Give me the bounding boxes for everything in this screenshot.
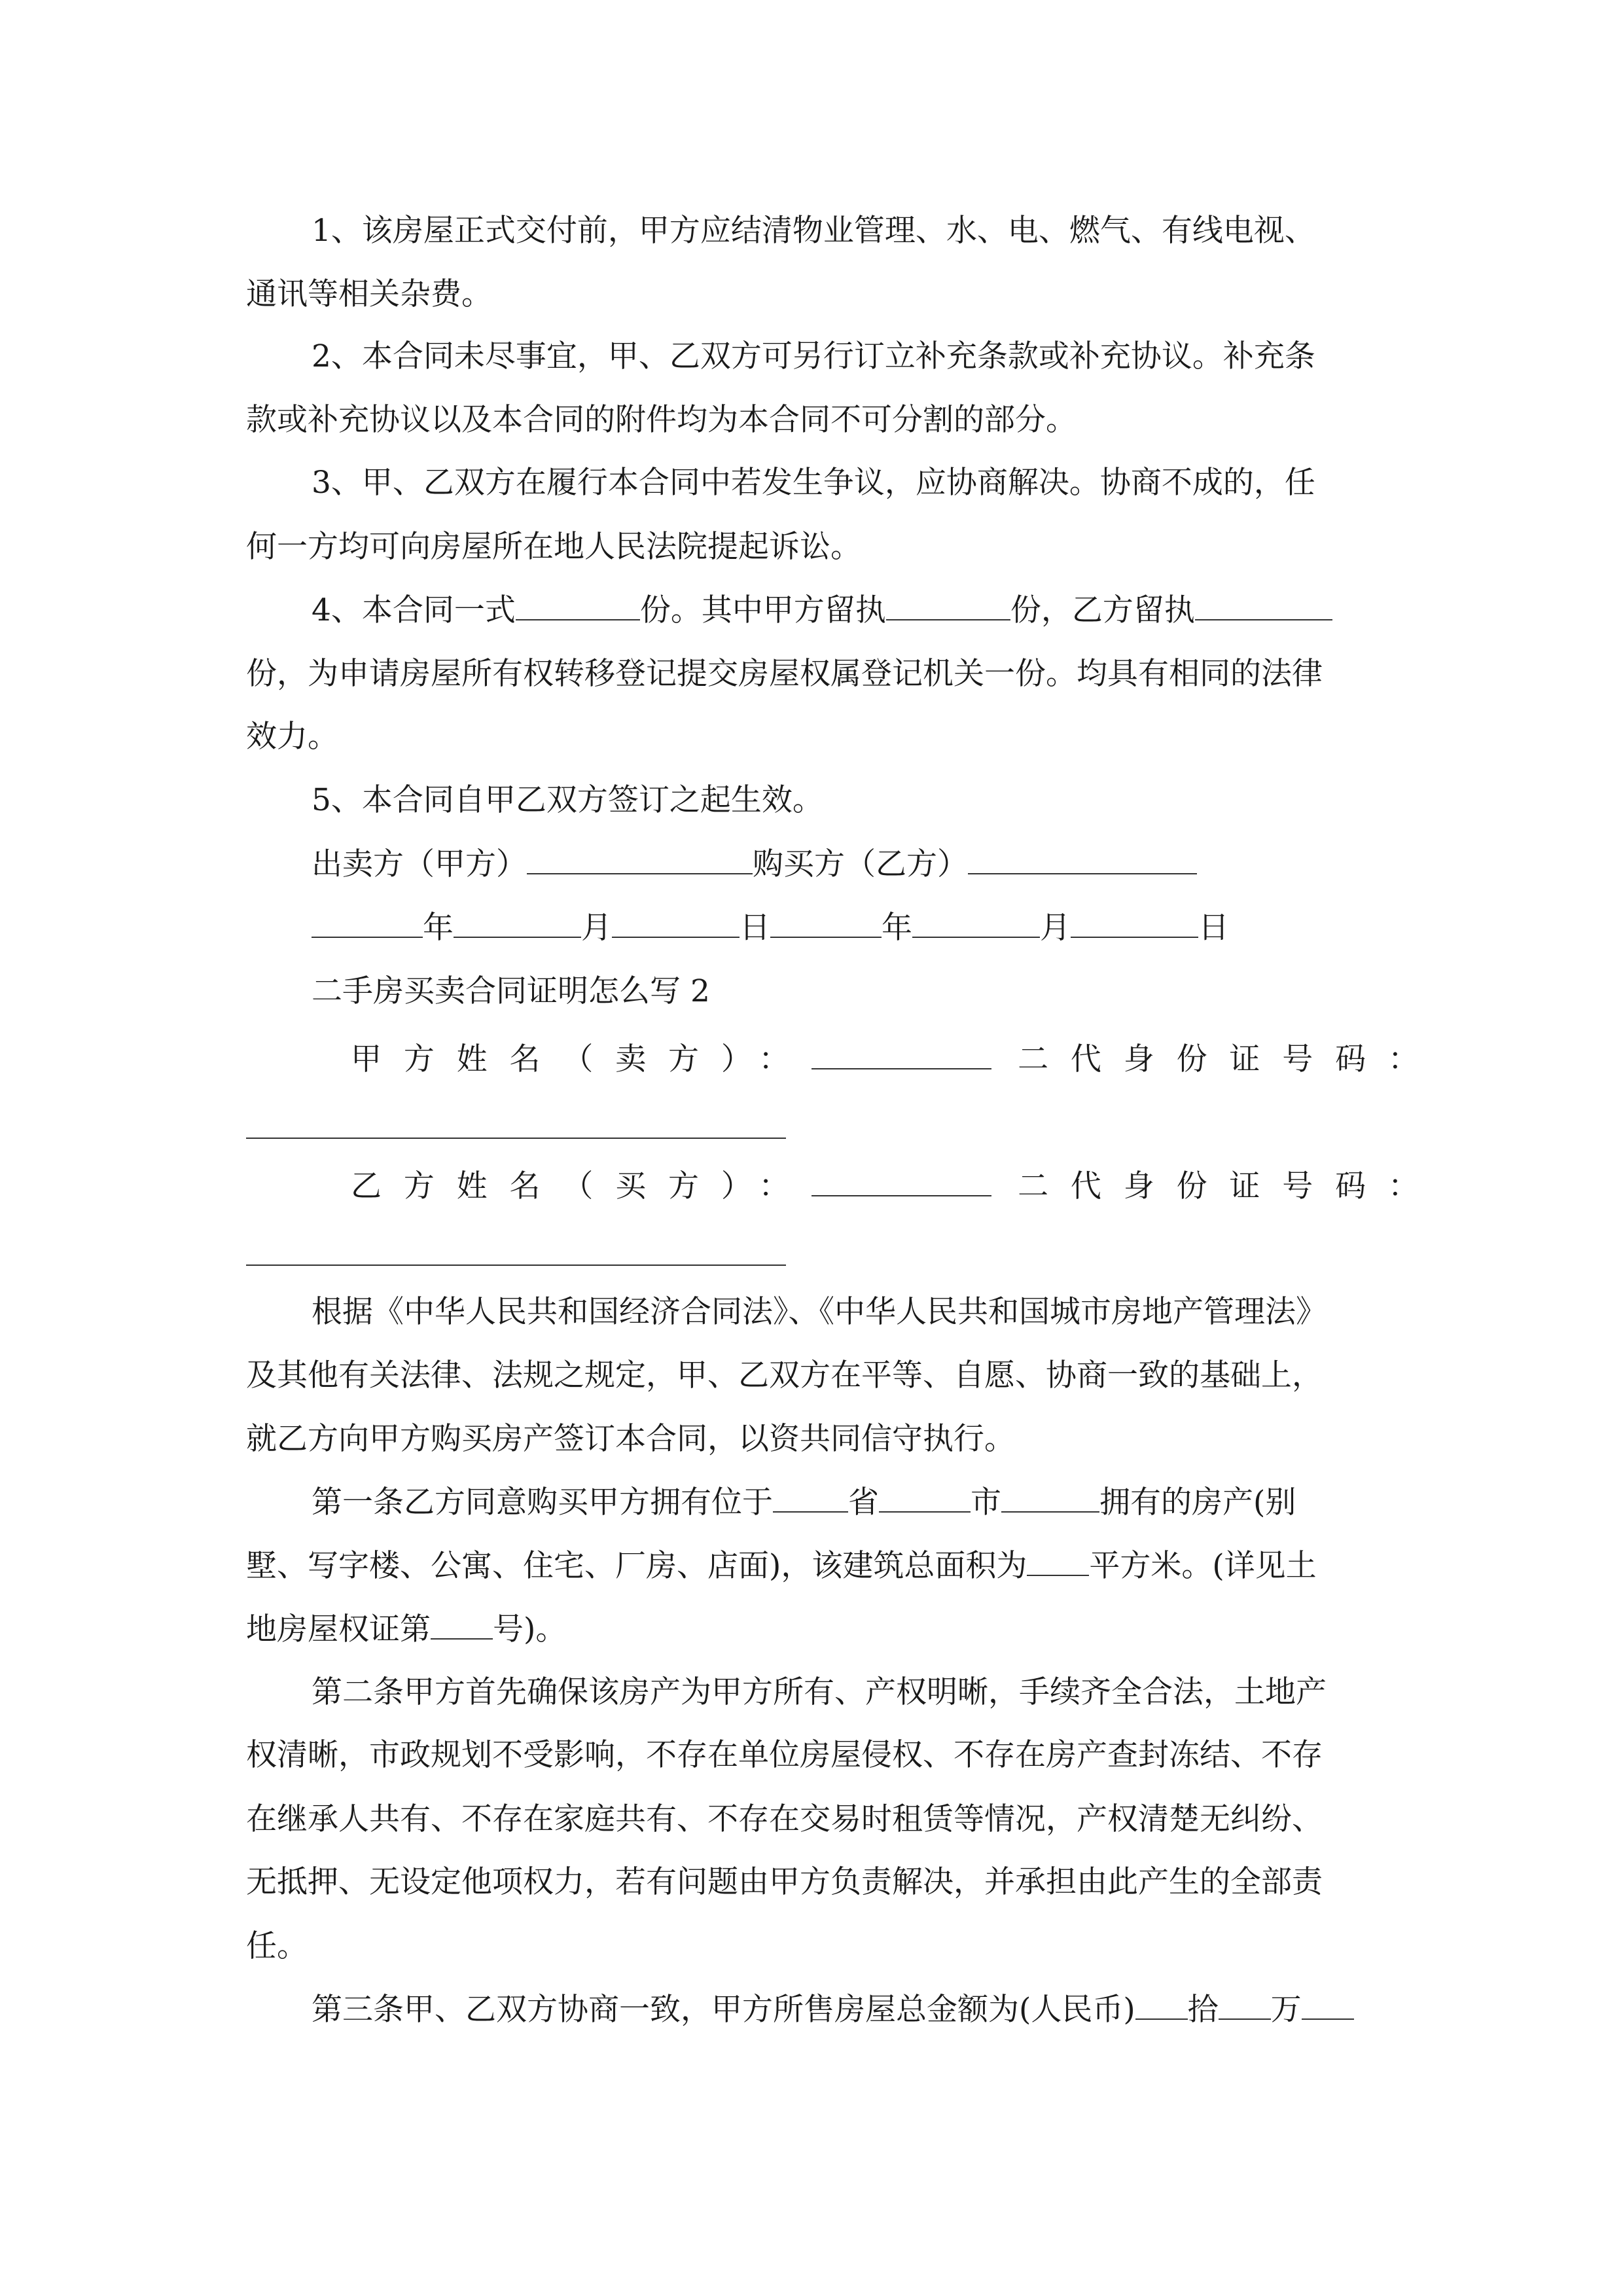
text: 款或补充协议以及本合同的附件均为本合同不可分割的部分。	[246, 402, 1077, 438]
text: 无抵押、无设定他项权力，若有问题由甲方负责解决，并承担由此产生的全部责	[246, 1864, 1323, 1900]
party-b-label: 乙方姓名（买方）：	[351, 1168, 812, 1204]
paragraph-4-line-1	[246, 590, 1444, 630]
text: 日	[1198, 910, 1229, 946]
text: 拥有的房产(别	[1099, 1484, 1296, 1520]
text: 份，乙方留执	[1010, 592, 1195, 628]
party-a-line	[246, 1039, 1483, 1079]
buyer-signature-blank[interactable]	[968, 844, 1197, 874]
text: 份，为申请房屋所有权转移登记提交房屋权属登记机关一份。均具有相同的法律	[246, 656, 1323, 692]
party-b-line	[246, 1166, 1483, 1206]
paragraph-4-line-2	[246, 655, 1378, 694]
buyer-year-blank[interactable]	[770, 908, 882, 938]
seller-day-blank[interactable]	[612, 908, 740, 938]
paragraph-3-line-1	[246, 463, 1444, 503]
text: 月	[581, 910, 612, 946]
buyer-day-blank[interactable]	[1071, 908, 1198, 938]
party-a-label: 甲方姓名（卖方）：	[351, 1041, 812, 1077]
copies-party-b-blank[interactable]	[1195, 590, 1332, 620]
buyer-label: 购买方（乙方）	[753, 846, 968, 882]
article-2-line-1	[246, 1673, 1444, 1712]
text: 第一条乙方同意购买甲方拥有位于	[312, 1484, 773, 1520]
signature-date-line	[246, 908, 1444, 948]
text: 地房屋权证第	[246, 1611, 431, 1647]
section-2-title	[246, 972, 1444, 1011]
text: 就乙方向甲方购买房产签订本合同，以资共同信守执行。	[246, 1421, 1015, 1457]
text: 及其他有关法律、法规之规定，甲、乙双方在平等、自愿、协商一致的基础上，	[246, 1357, 1323, 1393]
text: 墅、写字楼、公寓、住宅、厂房、店面)，该建筑总面积为	[246, 1548, 1027, 1584]
text: 2、本合同未尽事宜，甲、乙双方可另行订立补充条款或补充协议。补充条	[312, 338, 1315, 374]
text: 二手房买卖合同证明怎么写 2	[312, 973, 710, 1009]
buyer-month-blank[interactable]	[912, 908, 1040, 938]
article-2-line-2	[246, 1736, 1378, 1775]
article-1-line-1	[246, 1482, 1444, 1522]
intro-line-2	[246, 1356, 1378, 1395]
text: 市	[971, 1484, 1001, 1520]
paragraph-1-line-2	[246, 275, 1378, 314]
area-blank[interactable]	[1027, 1546, 1089, 1576]
text: 月	[1040, 910, 1071, 946]
text: 权清晰，市政规划不受影响，不存在单位房屋侵权、不存在房产查封冻结、不存	[246, 1737, 1323, 1773]
copies-total-blank[interactable]	[516, 590, 640, 620]
text: 5、本合同自甲乙双方签订之起生效。	[312, 782, 823, 818]
text: 年	[423, 910, 454, 946]
amount-hundred-thousand-blank[interactable]	[1135, 1990, 1188, 2020]
text: 效力。	[246, 719, 338, 755]
article-1-line-3	[246, 1609, 1378, 1649]
text: 第三条甲、乙双方协商一致，甲方所售房屋总金额为(人民币)	[312, 1992, 1135, 2028]
text: 平方米。(详见土	[1089, 1548, 1317, 1584]
id-label: 二代身份证号码：	[1018, 1168, 1441, 1204]
copies-party-a-blank[interactable]	[886, 590, 1010, 620]
party-b-name-blank[interactable]	[812, 1166, 991, 1196]
city-blank[interactable]	[879, 1482, 971, 1513]
party-b-id-blank[interactable]	[246, 1265, 786, 1266]
party-a-id-blank[interactable]	[246, 1138, 786, 1139]
text: 第二条甲方首先确保该房产为甲方所有、产权明晰，手续齐全合法，土地产	[312, 1674, 1327, 1710]
certificate-number-blank[interactable]	[431, 1609, 493, 1640]
id-label: 二代身份证号码：	[1018, 1041, 1441, 1077]
district-blank[interactable]	[1001, 1482, 1099, 1513]
article-2-line-5	[246, 1927, 1378, 1966]
paragraph-3-line-2	[246, 528, 1378, 567]
party-a-name-blank[interactable]	[812, 1039, 991, 1069]
intro-line-1	[246, 1293, 1444, 1332]
text: 在继承人共有、不存在家庭共有、不存在交易时租赁等情况，产权清楚无纠纷、	[246, 1801, 1323, 1837]
intro-line-3	[246, 1420, 1378, 1459]
text: 日	[740, 910, 770, 946]
article-1-line-2	[246, 1546, 1378, 1586]
paragraph-2-line-2	[246, 401, 1378, 440]
signature-parties-line	[246, 844, 1444, 884]
article-2-line-4	[246, 1863, 1378, 1902]
amount-ten-thousand-blank[interactable]	[1219, 1990, 1271, 2020]
text: 年	[882, 910, 912, 946]
seller-signature-blank[interactable]	[527, 844, 753, 874]
article-2-line-3	[246, 1800, 1378, 1839]
text: 任。	[246, 1928, 308, 1964]
paragraph-1-line-1	[246, 211, 1444, 251]
text: 拾	[1187, 1992, 1219, 2028]
article-3-line-1	[246, 1990, 1444, 2030]
text: 何一方均可向房屋所在地人民法院提起诉讼。	[246, 529, 861, 565]
seller-month-blank[interactable]	[454, 908, 581, 938]
paragraph-5	[246, 781, 1444, 820]
paragraph-2-line-1	[246, 337, 1444, 376]
amount-thousand-blank[interactable]	[1302, 1990, 1354, 2020]
text: 3、甲、乙双方在履行本合同中若发生争议，应协商解决。协商不成的，任	[312, 465, 1315, 501]
seller-year-blank[interactable]	[312, 908, 423, 938]
text: 通讯等相关杂费。	[246, 276, 492, 312]
text: 万	[1270, 1992, 1302, 2028]
text: 份。其中甲方留执	[639, 592, 886, 628]
text: 省	[848, 1484, 879, 1520]
text: 号)。	[493, 1611, 567, 1647]
text: 1、该房屋正式交付前，甲方应结清物业管理、水、电、燃气、有线电视、	[312, 213, 1315, 249]
paragraph-4-line-3	[246, 717, 1378, 757]
text: 4、本合同一式	[312, 592, 516, 628]
province-blank[interactable]	[773, 1482, 848, 1513]
text: 根据《中华人民共和国经济合同法》、《中华人民共和国城市房地产管理法》	[312, 1294, 1327, 1330]
seller-label: 出卖方（甲方）	[312, 846, 527, 882]
